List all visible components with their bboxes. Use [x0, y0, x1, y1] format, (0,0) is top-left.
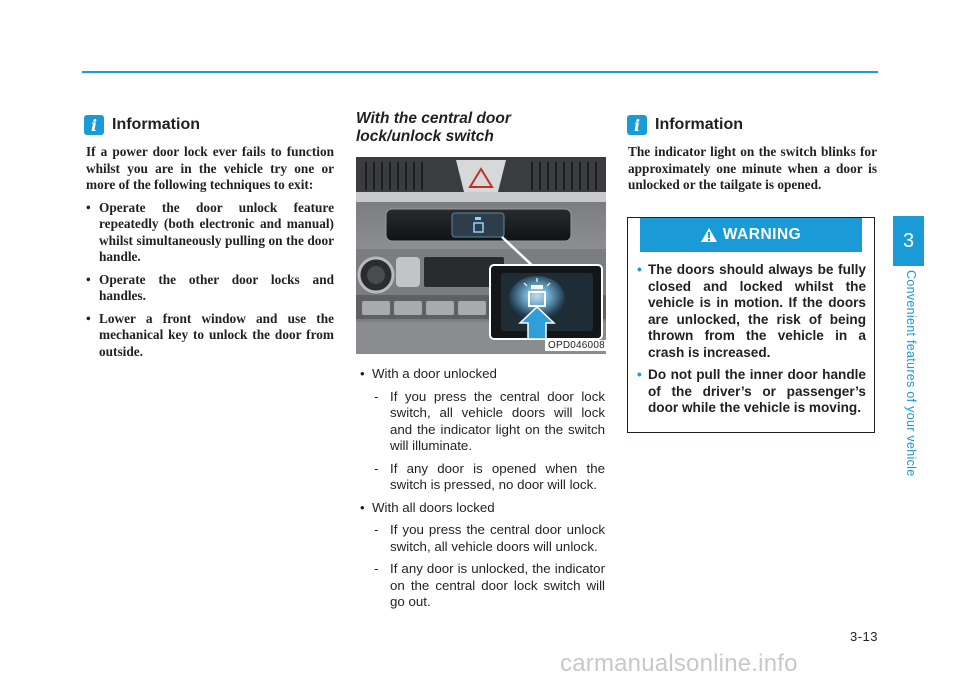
door-lock-switch-photo — [356, 157, 606, 354]
header-rule — [82, 71, 878, 73]
chapter-tab: 3 — [893, 216, 924, 266]
list-item: • The doors should always be fully closed and locked whilst the vehicle is in motion. If the doors are unlocked, the risk of being thrown from the vehicle in a crash is increased. — [638, 262, 866, 361]
info-icon: i — [627, 115, 647, 135]
right-information-section — [627, 114, 877, 194]
info-header — [84, 114, 334, 136]
list-item: - If any door is unlocked, the indicator on the central door lock switch will go out. — [370, 561, 605, 611]
list-item: - If you press the central door unlock switch, all vehicle doors will unlock. — [370, 522, 605, 555]
section-subtitle: With the central door lock/unlock switch — [356, 110, 511, 145]
list-item: • With all doors locked — [360, 500, 605, 517]
warning-list — [638, 262, 866, 417]
info-title: Information — [112, 116, 200, 133]
list-item: • With a door unlocked — [360, 366, 605, 383]
warning-box — [627, 217, 875, 433]
list-item: • Lower a front window and use the mechanical key to unlock the door from outside. — [84, 311, 334, 361]
warning-triangle-icon — [701, 228, 717, 242]
info-title: Information — [655, 116, 743, 133]
info-intro: If a power door lock ever fails to function whilst you are in the vehicle try one or more of the following techniques to exit: — [86, 144, 334, 192]
page-number: 3-13 — [850, 629, 879, 644]
warning-label: WARNING — [722, 226, 802, 243]
image-caption: OPD046008 — [545, 340, 608, 351]
info-list — [84, 200, 334, 361]
warning-header — [640, 218, 862, 252]
list-item: • Operate the door unlock feature repeatedly (both electronic and manual) whilst simultaneously pulling on the door handle. — [84, 200, 334, 266]
left-information-section — [84, 114, 334, 366]
list-item: • Operate the other door locks and handles. — [84, 272, 334, 305]
info-header — [627, 114, 877, 136]
chapter-title: Convenient features of your vehicle — [904, 270, 918, 477]
central-switch-list — [360, 366, 605, 617]
list-item: - If any door is opened when the switch is pressed, no door will lock. — [370, 461, 605, 494]
central-switch-section — [356, 110, 606, 146]
info-text: The indicator light on the switch blinks for approximately one minute when a door is unlocked or the tailgate is opened. — [628, 144, 877, 192]
watermark: carmanualsonline.info — [560, 650, 798, 677]
list-item: • Do not pull the inner door handle of the driver’s or passenger’s door while the vehicle is moving. — [638, 367, 866, 417]
list-item: - If you press the central door lock switch, all vehicle doors will lock and the indicator light on the switch will illuminate. — [370, 389, 605, 455]
info-icon: i — [84, 115, 104, 135]
